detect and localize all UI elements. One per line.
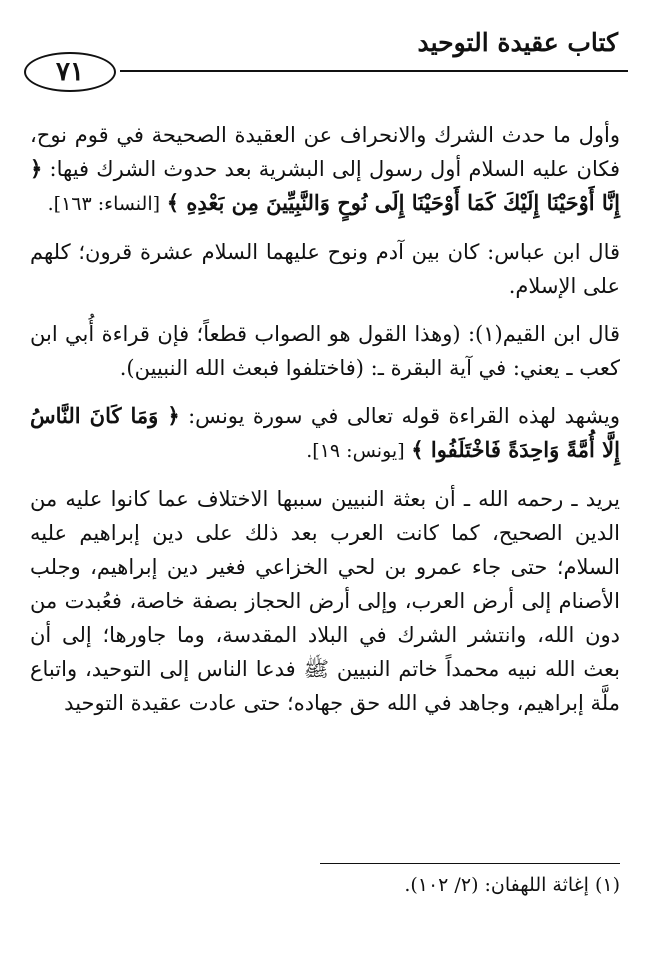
paragraph	[30, 235, 620, 303]
paragraph-text: يريد ـ رحمه الله ـ أن بعثة النبيين سببها الاختلاف عما كانوا عليه من الدين الصحيح، كما كانت العرب بعد ذلك على دين إبراهيم عليه السلام؛ حتى جاء عمرو بن لحي الخزاعي فغير دين إبراهيم، وجلب الأصنام إلى أرض العرب، وإلى أرض الحجاز بصفة خاصة، فعُبدت من دون الله، وانتشر الشرك في البلاد المقدسة، وما جاورها؛ إلى أن بعث الله نبيه محمداً خاتم النبيين ﷺ فدعا الناس إلى التوحيد، واتباع ملَّة إبراهيم، وجاهد في الله حق جهاده؛ حتى عادت عقيدة التوحيد	[30, 487, 620, 715]
verse-reference: [يونس: ١٩].	[306, 440, 405, 462]
header-rule	[120, 70, 628, 72]
paragraph	[30, 482, 620, 720]
book-title: كتاب عقيدة التوحيد	[417, 28, 618, 57]
paragraph	[30, 399, 620, 468]
body-text	[30, 118, 620, 734]
footnote-separator	[320, 863, 620, 864]
page-header	[24, 28, 628, 98]
footnote: (١) إغاثة اللهفان: (٢/ ١٠٢).	[404, 874, 620, 896]
verse-reference: [النساء: ١٦٣].	[47, 193, 161, 215]
paragraph	[30, 118, 620, 221]
paragraph	[30, 317, 620, 385]
paragraph-text: ويشهد لهذه القراءة قوله تعالى في سورة يونس:	[188, 404, 620, 428]
paragraph-text: قال ابن القيم(١): (وهذا القول هو الصواب قطعاً؛ فإن قراءة أُبي ابن كعب ـ يعني: في آية البقرة ـ: (فاختلفوا فبعث الله النبيين).	[30, 322, 620, 380]
quran-verse: ﴿ وَمَا كَانَ النَّاسُ إِلَّا أُمَّةً وَاحِدَةً فَاخْتَلَفُوا ﴾	[30, 403, 620, 462]
paragraph-text: وأول ما حدث الشرك والانحراف عن العقيدة الصحيحة في قوم نوح، فكان عليه السلام أول رسول إلى البشرية بعد حدوث الشرك فيها:	[30, 123, 620, 181]
quran-verse: ﴿ إِنَّا أَوْحَيْنَا إِلَيْكَ كَمَا أَوْحَيْنَا إِلَى نُوحٍ وَالنَّبِيِّينَ مِن بَعْدِهِ ﴾	[30, 156, 620, 215]
paragraph-text: قال ابن عباس: كان بين آدم ونوح عليهما السلام عشرة قرون؛ كلهم على الإسلام.	[30, 240, 620, 298]
page-number: ٧١	[24, 52, 116, 92]
